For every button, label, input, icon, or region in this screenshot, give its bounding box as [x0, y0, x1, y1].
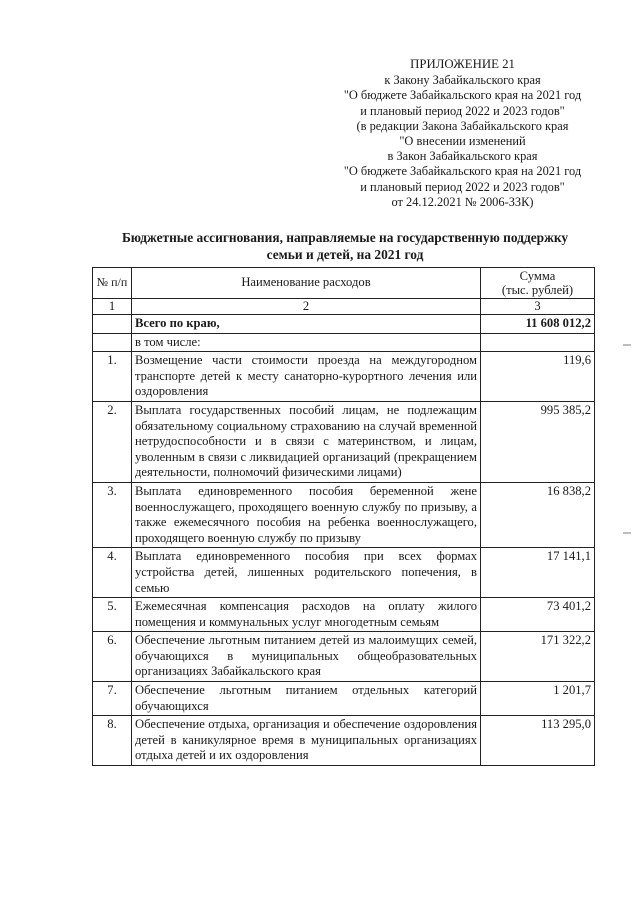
header-line: к Закону Забайкальского края — [384, 73, 541, 88]
table-header-row — [93, 268, 595, 299]
row-num: 2. — [93, 401, 132, 482]
scan-margin-mark — [623, 344, 631, 346]
header-sum-title: Сумма — [519, 269, 556, 283]
column-index-row — [93, 299, 595, 315]
header-name: Наименование расходов — [132, 268, 481, 299]
column-index: 2 — [132, 299, 481, 315]
title-line-1: Бюджетные ассигнования, направляемые на государственную поддержку — [121, 230, 569, 245]
total-value: 11 608 012,2 — [481, 315, 595, 334]
table-row — [93, 682, 595, 716]
header-sum-unit: (тыс. рублей) — [501, 283, 574, 297]
row-num: 6. — [93, 632, 132, 682]
row-name: Выплата единовременного пособия беременной жене военнослужащего, проходящего военную службу по призыву, а также ежемесячного пособия на ребенка военнослужащего, проходящего военную службу по призыву — [132, 482, 481, 547]
row-name: Выплата единовременного пособия при всех формах устройства детей, лишенных родительского попечения, в семью — [132, 548, 481, 598]
header-line: "О бюджете Забайкальского края на 2021 год — [343, 88, 582, 103]
row-num: 3. — [93, 482, 132, 547]
row-name: Ежемесячная компенсация расходов на оплату жилого помещения и коммунальных услуг многодетным семьям — [132, 598, 481, 632]
row-num: 4. — [93, 548, 132, 598]
row-num: 8. — [93, 716, 132, 766]
row-name: Обеспечение льготным питанием отдельных категорий обучающихся — [132, 682, 481, 716]
total-label: Всего по краю, — [132, 315, 481, 334]
table-row — [93, 598, 595, 632]
table-row — [93, 352, 595, 402]
row-name: Выплата государственных пособий лицам, не подлежащим обязательному социальному страхованию на случай временной нетрудоспособности и в связи с материнством, и лицам, уволенным в связи с ликвидацией организаций (прекращением деятельности, полномочий физическими лицами) — [132, 401, 481, 482]
row-value: 113 295,0 — [481, 716, 595, 766]
header-line: и плановый период 2022 и 2023 годов" — [360, 103, 565, 118]
header-num: № п/п — [93, 268, 132, 299]
row-name: Возмещение части стоимости проезда на междугородном транспорте детей к месту санаторно-курортного лечения или оздоровления — [132, 352, 481, 402]
table-row — [93, 482, 595, 547]
row-value: 1 201,7 — [481, 682, 595, 716]
row-num: 5. — [93, 598, 132, 632]
row-value: 17 141,1 — [481, 548, 595, 598]
header-sum — [481, 268, 595, 299]
total-num — [93, 315, 132, 334]
title-line-2: семьи и детей, на 2021 год — [266, 247, 424, 262]
appendix-header — [300, 57, 625, 210]
row-value: 16 838,2 — [481, 482, 595, 547]
row-name: Обеспечение отдыха, организация и обеспечение оздоровления детей в каникулярное время в муниципальных организациях отдыха детей и их оздоровления — [132, 716, 481, 766]
table-row — [93, 632, 595, 682]
subheader-label: в том числе: — [132, 333, 481, 352]
document-title — [90, 229, 600, 263]
subheader-num — [93, 333, 132, 352]
header-line: в Закон Забайкальского края — [387, 149, 538, 164]
row-num: 7. — [93, 682, 132, 716]
header-line: и плановый период 2022 и 2023 годов" — [360, 179, 565, 194]
header-line: "О внесении изменений — [399, 134, 526, 149]
table-row — [93, 548, 595, 598]
row-num: 1. — [93, 352, 132, 402]
column-index: 3 — [481, 299, 595, 315]
header-line: "О бюджете Забайкальского края на 2021 год — [343, 164, 582, 179]
table-row — [93, 716, 595, 766]
total-row — [93, 315, 595, 334]
row-value: 73 401,2 — [481, 598, 595, 632]
row-name: Обеспечение льготным питанием детей из малоимущих семей, обучающихся в муниципальных общеобразовательных организациях Забайкальского края — [132, 632, 481, 682]
row-value: 171 322,2 — [481, 632, 595, 682]
subheader-row — [93, 333, 595, 352]
budget-table — [92, 267, 595, 766]
column-index: 1 — [93, 299, 132, 315]
row-value: 995 385,2 — [481, 401, 595, 482]
header-line: от 24.12.2021 № 2006-ЗЗК) — [391, 194, 534, 209]
scan-margin-mark — [623, 532, 631, 534]
table-row — [93, 401, 595, 482]
subheader-sum — [481, 333, 595, 352]
appendix-number: ПРИЛОЖЕНИЕ 21 — [410, 57, 515, 71]
header-line: (в редакции Закона Забайкальского края — [356, 118, 569, 133]
row-value: 119,6 — [481, 352, 595, 402]
